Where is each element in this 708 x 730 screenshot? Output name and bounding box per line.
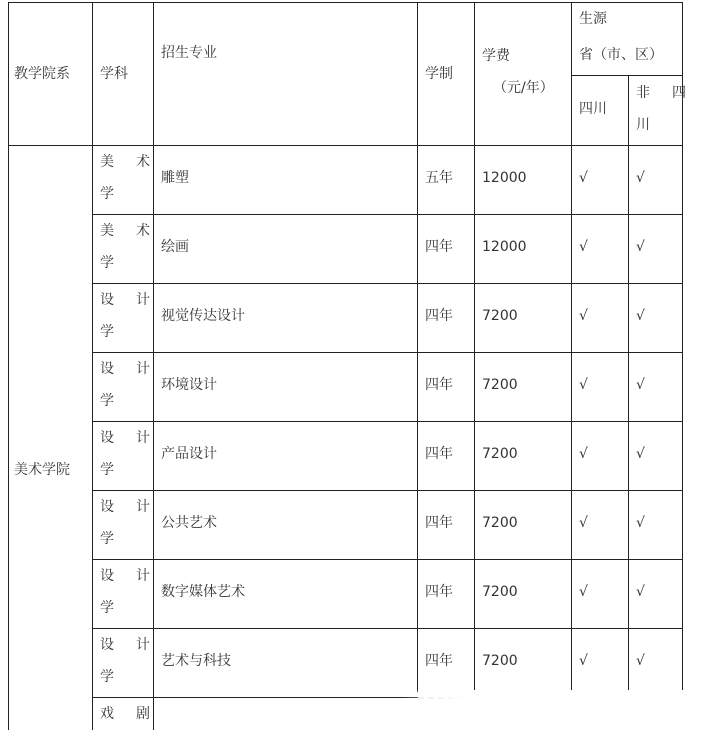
subject-cell: 美术 [100,154,172,170]
duration-cell: 四年 [425,653,453,669]
sichuan-check: √ [579,308,588,324]
subject-cell-2: 学 [100,462,114,478]
row-line [92,628,683,629]
header-sichuan: 四川 [579,101,607,117]
duration-cell: 四年 [425,308,453,324]
non-sichuan-check: √ [636,377,645,393]
major-cell: 产品设计 [161,446,217,462]
row-line [92,559,683,560]
header-fee: 学费 [482,48,510,64]
fee-cell: 7200 [482,377,518,393]
header-major: 招生专业 [161,45,217,61]
subject-cell: 美术 [100,223,172,239]
sichuan-check: √ [579,446,588,462]
major-cell: 绘画 [161,239,189,255]
header-duration: 学制 [425,66,453,82]
subject-cell-2: 学 [100,186,114,202]
header-non-sichuan-2: 川 [636,117,650,133]
row-line [92,352,683,353]
sichuan-check: √ [579,515,588,531]
fee-cell: 7200 [482,653,518,669]
sichuan-check: √ [579,584,588,600]
duration-cell: 四年 [425,377,453,393]
subject-cell: 戏剧 [100,706,172,722]
major-cell: 环境设计 [161,377,217,393]
sichuan-check: √ [579,653,588,669]
fee-cell: 7200 [482,584,518,600]
row-line [92,214,683,215]
subject-cell: 设计 [100,292,172,308]
subject-cell-2: 学 [100,531,114,547]
subject-cell: 设计 [100,499,172,515]
duration-cell: 五年 [425,170,453,186]
subject-cell-2: 学 [100,669,114,685]
row-line [92,421,683,422]
department-name: 美术学院 [14,462,70,478]
fee-cell: 12000 [482,239,527,255]
sichuan-check: √ [579,377,588,393]
duration-cell: 四年 [425,515,453,531]
sichuan-check: √ [579,170,588,186]
fee-cell: 12000 [482,170,527,186]
non-sichuan-check: √ [636,584,645,600]
subject-cell-2: 学 [100,255,114,271]
col-line-source [571,2,572,692]
col-line-nonsichuan [628,75,629,692]
non-sichuan-check: √ [636,308,645,324]
col-line-fee [474,2,475,692]
major-cell: 公共艺术 [161,515,217,531]
header-sub-line [571,75,683,76]
subject-cell: 设计 [100,361,172,377]
header-source-region: 省（市、区） [579,47,663,63]
subject-cell: 设计 [100,568,172,584]
row-line [92,490,683,491]
bottom-fade [400,690,685,730]
header-subject: 学科 [100,66,128,82]
non-sichuan-check: √ [636,653,645,669]
subject-cell: 设计 [100,430,172,446]
subject-cell-2: 学 [100,600,114,616]
non-sichuan-check: √ [636,239,645,255]
subject-cell: 设计 [100,637,172,653]
major-cell: 数字媒体艺术 [161,584,245,600]
duration-cell: 四年 [425,584,453,600]
col-line-duration [417,2,418,692]
fee-cell: 7200 [482,515,518,531]
major-cell: 视觉传达设计 [161,308,245,324]
non-sichuan-check: √ [636,515,645,531]
duration-cell: 四年 [425,239,453,255]
subject-cell-2: 学 [100,393,114,409]
major-cell: 雕塑 [161,170,189,186]
fee-cell: 7200 [482,308,518,324]
major-cell: 艺术与科技 [161,653,231,669]
col-line-subject [92,2,93,730]
non-sichuan-check: √ [636,170,645,186]
duration-cell: 四年 [425,446,453,462]
non-sichuan-check: √ [636,446,645,462]
col-line-left [8,2,9,730]
subject-cell-2: 学 [100,324,114,340]
header-fee-unit: （元/年） [493,80,554,96]
row-line [92,283,683,284]
fee-cell: 7200 [482,446,518,462]
header-dept: 教学院系 [14,66,70,82]
header-non-sichuan: 非四 [636,85,708,101]
header-source: 生源 [579,11,607,27]
sichuan-check: √ [579,239,588,255]
